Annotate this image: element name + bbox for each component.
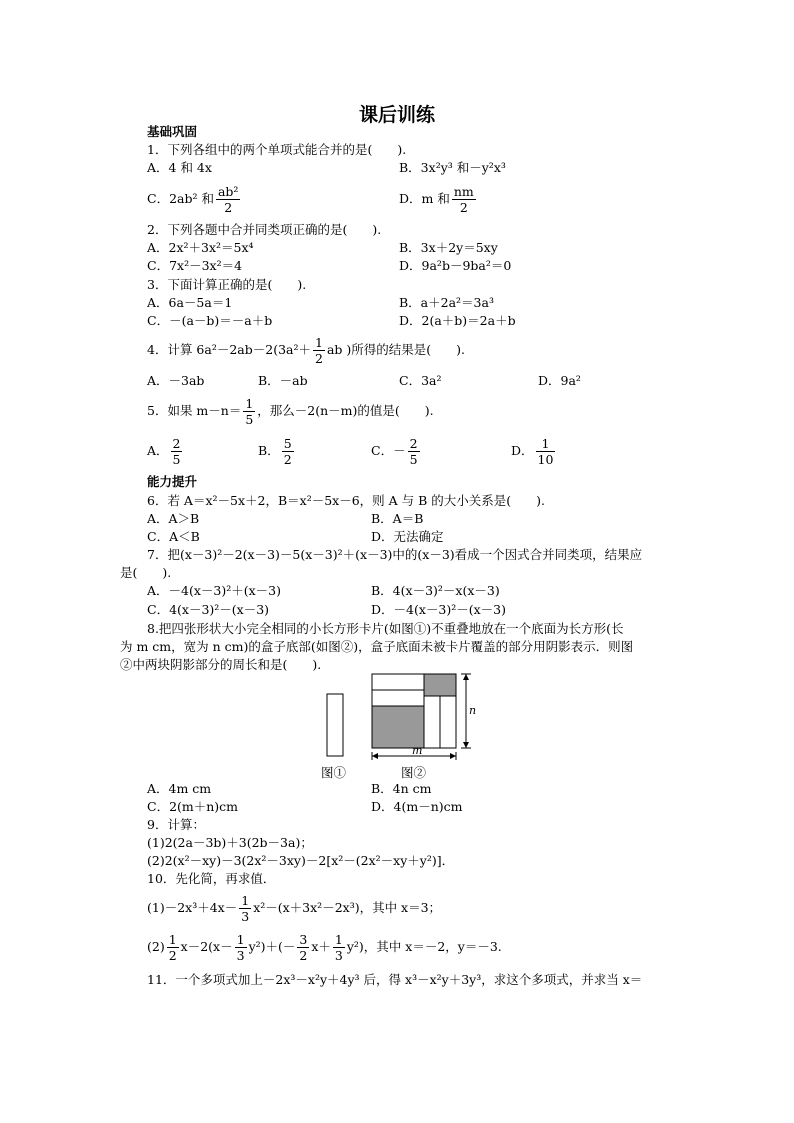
fraction: $\frac{1}{3}$ [241, 893, 250, 924]
q3-option-b: B．a＋2a²＝3a³ [399, 295, 494, 310]
fraction: $\frac{1}{10}$ [537, 436, 554, 467]
q3-option-a: A．6a－5a＝1 [147, 295, 233, 310]
q7-option-b: B．4(x－3)²－x(x－3) [371, 583, 500, 598]
q4-option-a: A．－3ab [147, 373, 205, 388]
q10-stem: 10．先化简，再求值． [147, 871, 276, 886]
q8-option-c: C．2(m＋n)cm [147, 799, 239, 814]
q2-option-b: B．3x＋2y＝5xy [399, 240, 498, 255]
q4-option-d: D．9a² [538, 373, 581, 388]
q5-option-c: C．－ $\frac{2}{5}$ [371, 436, 418, 467]
q4-option-c: C．3a² [399, 373, 442, 388]
q8-option-b: B．4n cm [371, 781, 432, 796]
q9-stem: 9．计算： [147, 817, 205, 832]
q6-option-d: D．无法确定 [371, 529, 444, 544]
shaded-region-bottom [372, 706, 424, 748]
q11-stem: 11．一个多项式加上－2x³－x²y＋4y³ 后，得 x³－x²y＋3y³，求这个多项式，并求当 x＝ [147, 972, 643, 987]
q3-stem: 3．下面计算正确的是( ). [147, 277, 307, 292]
q2-stem: 2．下列各题中合并同类项正确的是( ). [147, 222, 382, 237]
fig1-caption: 图① [321, 765, 347, 780]
section-advanced: 能力提升 [147, 474, 198, 489]
q7-stem-cont: 是( ). [120, 565, 172, 580]
q5-option-a: A． $\frac{2}{5}$ [147, 436, 181, 467]
q7-stem: 7．把(x－3)²－2(x－3)－5(x－3)²＋(x－3)中的(x－3)看成一个因式合并同类项，结果应 [147, 547, 643, 562]
q7-option-a: A．－4(x－3)²＋(x－3) [147, 583, 282, 598]
q5-stem: 5．如果 m－n＝ $\frac{1}{5}$ ，那么－2(n－m)的值是( ). [147, 396, 434, 427]
q1-option-d: D．m 和 $\frac{nm}{2}$ [399, 184, 474, 215]
q6-stem: 6．若 A＝x²－5x＋2，B＝x²－5x－6，则 A 与 B 的大小关系是( ). [147, 493, 546, 508]
q2-option-d: D．9a²b－9ba²＝0 [399, 258, 512, 273]
q1-option-a: A．4 和 4x [147, 160, 212, 175]
page-title: 课后训练 [358, 104, 435, 126]
q7-option-d: D．－4(x－3)²－(x－3) [371, 602, 506, 617]
fraction: $\frac{1}{3}$ [334, 932, 343, 963]
fraction: $\frac{1}{5}$ [245, 396, 254, 427]
q6-option-a: A．A＞B [147, 511, 200, 526]
fraction: $\frac{5}{2}$ [283, 436, 292, 467]
q8-option-a: A．4m cm [147, 781, 212, 796]
q8-stem-cont: ②中两块阴影部分的周长和是( ). [120, 657, 322, 672]
q8-stem-cont: 为 m cm，宽为 n cm)的盒子底部(如图②)，盒子底面未被卡片覆盖的部分用阴影表示．则图 [120, 639, 634, 654]
q10-part2: (2) $\frac{1}{2}$ x－2(x－ $\frac{1}{3}$ y²)＋(－ $\frac{3}{2}$ x＋ $\frac{1}{3}$ y²)，其中 x＝－2，y＝－3. [147, 932, 502, 963]
q2-option-c: C．7x²－3x²＝4 [147, 258, 243, 273]
q1-option-c: C．2ab² 和 $\frac{\text{ab²}}{2}$ [147, 184, 239, 215]
q6-option-c: C．A＜B [147, 529, 200, 544]
q8-option-d: D．4(m－n)cm [371, 799, 463, 814]
q4-stem: 4．计算 6a²－2ab－2(3a²＋ $\frac{1}{2}$ ab )所得的结果是( ). [147, 335, 465, 366]
q2-option-a: A．2x²＋3x²＝5x⁴ [147, 240, 254, 255]
q3-option-c: C．－(a－b)＝－a＋b [147, 313, 273, 328]
q9-part1: (1)2(2a－3b)＋3(2b－3a)； [147, 835, 313, 850]
fraction: $\frac{nm}{2}$ [453, 184, 474, 215]
q10-part1: (1)－2x³＋4x－ $\frac{1}{3}$ x²－(x＋3x²－2x³)，其中 x＝3； [147, 893, 442, 924]
fraction: $\frac{1}{2}$ [168, 932, 177, 963]
section-basic: 基础巩固 [147, 124, 198, 139]
q5-option-d: D． $\frac{1}{10}$ [511, 436, 554, 467]
shaded-region-top [424, 674, 456, 696]
q9-part2: (2)2(x²－xy)－3(2x²－3xy)－2[x²－(2x²－xy＋y²)]． [147, 853, 455, 868]
q1-option-b: B．3x²y³ 和－y²x³ [399, 160, 506, 175]
fraction: $\frac{1}{3}$ [236, 932, 245, 963]
fraction: $\frac{2}{5}$ [409, 436, 418, 467]
n-label: n [469, 704, 477, 717]
fig2-caption: 图② [401, 765, 427, 780]
q6-option-b: B．A＝B [371, 511, 424, 526]
q1-stem: 1．下列各组中的两个单项式能合并的是( ). [147, 142, 407, 157]
q5-option-b: B． $\frac{5}{2}$ [258, 436, 292, 467]
fraction: $\frac{2}{5}$ [172, 436, 181, 467]
fraction: $\frac{1}{2}$ [315, 335, 323, 366]
q8-stem: 8.把四张形状大小完全相同的小长方形卡片(如图①)不重叠地放在一个底面为长方形(长 [147, 621, 624, 636]
q4-option-b: B．－ab [258, 373, 308, 388]
fraction: $\frac{\text{ab²}}{2}$ [217, 184, 239, 215]
q7-option-c: C．4(x－3)²－(x－3) [147, 602, 270, 617]
m-label: m [412, 744, 423, 757]
q3-option-d: D．2(a＋b)＝2a＋b [399, 313, 516, 328]
fraction: $\frac{3}{2}$ [299, 932, 308, 963]
q8-figure [315, 668, 490, 784]
card-figure [327, 694, 343, 756]
